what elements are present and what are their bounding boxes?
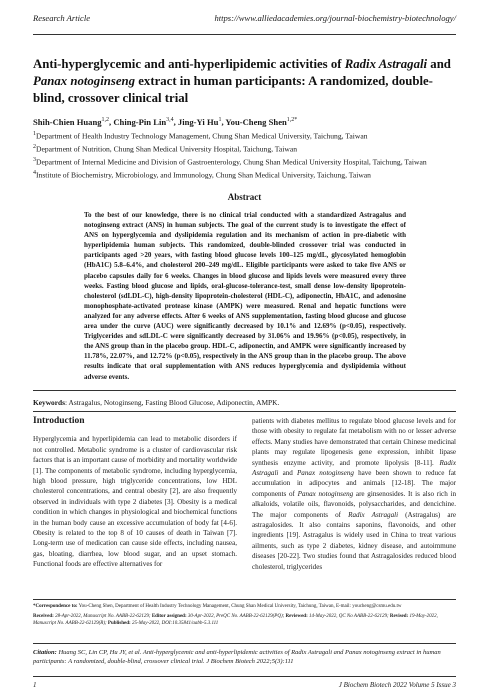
journal-url-link[interactable]: https://www.alliedacademies.org/journal-biochemistry-biotechnology/	[214, 13, 456, 23]
section-label: Research Article	[33, 13, 91, 23]
introduction-left-text: Hyperglycemia and hyperlipidemia can lead to metabolic disorders if not controlled. Metabolic syndrome is a cluster of cardiovascular risk factors that is an important cause of morbidity and mortality worldwide [1]. The components of metabolic syndrome, including hyperglycemia, high blood pressure, high triglyceride concentrations, low HDL cholesterol concentrations, and central obesity [2], are also frequently observed in individuals with type 2 diabetes [3]. Obesity is a medical condition in which changes in physiological and biochemical functions in the human body cause an excessive accumulation of body fat [4-6]. Obesity is related to the top 8 of 10 causes of death in Taiwan [7]. Long-term use of medication can cause side effects, including nausea, gas, bloating, diarrhea, low blood sugar, and an upset stomach. Functional foods are effective alternatives for	[33, 435, 237, 569]
keywords-divider	[33, 411, 456, 412]
affiliation-item: $^1$Department of Health Industry Technology Management, Chung Shan Medical University, Taichung, Taiwan	[33, 131, 368, 141]
affiliation-item: $^4$Institute of Biochemistry, Microbiology, and Immunology, Chung Shan Medical University, Taichung, Taiwan	[33, 170, 371, 180]
article-dates: Received: 28-Apr-2022, Manuscript No. AABB-22-62129; Editor assigned: 30-Apr-2022, PreQC No. AABB-22-62129(PQ); Reviewed: 14-May-2022, QC No AABB-22-62129; Revised: 19-May-2022, Manuscript No. AABB-22-62129(R); Published: 25-May-2022, DOI:10.35841/aabb-5.3.111	[33, 614, 438, 626]
introduction-right-text: patients with diabetes mellitus to regulate blood glucose levels and for those with obesity to regulate fat metabolism with no or lesser adverse effects. Many studies have demonstrated that certain Chinese medicinal plants may regulate lipogenesis gene expression, inhibit lipase synthesis enzyme activity, and promote lipolysis [8-11]. Radix Astragali and Panax notoginseng have been shown to reduce fat accumulation in adipocytes and animals [12-18]. The major components of Panax notoginseng are ginsenosides. It is also rich in alkaloids, volatile oils, flavonoids, polysaccharides, and dencichine. The major components of Radix Astragali (Astragalus) are astragalosides. It also contains saponins, flavonoids, and other ingredients [19]. Astragalus is widely used in China to treat various ailments, such as type 2 diabetes, kidney disease, and autoimmune diseases [20-22]. Two studies found that Astragalosides reduced blood cholesterol, triglycerides	[252, 417, 456, 571]
affiliation-item: $^3$Department of Internal Medicine and Division of Gastroenterology, Chung Shan Medical University Hospital, Taichung, Taiwan	[33, 157, 427, 167]
header-divider	[33, 34, 456, 35]
abstract-text: To the best of our knowledge, there is no clinical trial conducted with a standardized Astragalus and notoginseng extract (ANS) in human subjects. The goal of the current study is to investigate the effect of ANS on hyperglycemia and dyslipidemia regulation and its mechanism of action in pre-diabetic with hyperlipidemia human subjects. This randomized, double-blinded crossover trial was conducted in participants aged >20 years, with fasting blood glucose levels 100–125 mg/dL, glycosylated hemoglobin (HbA1C) 5.8–6.4%, and cholesterol 200–249 mg/dL. Eligible participants were asked to take five ANS or placebo capsules daily for 6 weeks. Changes in blood glucose and lipids levels were measured every three weeks. Fasting blood glucose and lipids, oral-glucose-tolerance-test, small dense low-density lipoprotein-cholesterol (sdLDL-C), high-density lipoprotein-cholesterol (HDL-C), adiponectin, HbA1C, and adenosine monophosphate-activated protease kinase (AMPK) were measured. Renal and hepatic functions were analyzed for any adverse effects. After 6 weeks of ANS supplementation, fasting blood glucose and glucose area under the curve (AUC) were significantly decreased by 10.1% and 12.69% (p<0.05), respectively. Triglycerides and sdLDL-C were significantly decreased by 31.06% and 19.96% (p<0.05), respectively, in the ANS group than in the placebo group. HDL-C, adiponectin, and AMPK were significantly increased by 11.78%, 22.07%, and 12.72% (p<0.05), respectively in the ANS group than in the placebo group. The above results indicate that oral supplementation with ANS reduces hyperglycemia and dyslipidemia without adverse events.	[84, 211, 406, 381]
keywords: Keywords: Astragalus, Notoginseng, Fasting Blood Glucose, Adiponectin, AMPK.	[33, 398, 280, 407]
abstract-divider	[33, 390, 456, 391]
footnote-divider	[33, 599, 456, 600]
footer-divider	[33, 676, 456, 677]
introduction-heading: Introduction	[33, 416, 85, 426]
left-column	[33, 416, 237, 570]
citation-divider	[33, 643, 456, 644]
affiliation-item: $^2$Department of Nutrition, Chung Shan Medical University Hospital, Taichung, Taiwan	[33, 144, 298, 154]
article-title: Anti-hyperglycemic and anti-hyperlipidemic activities of Radix Astragali and Panax notoginseng extract in human participants: A randomized, double-blind, crossover clinical trial	[33, 57, 451, 105]
journal-issue: J Biochem Biotech 2022 Volume 5 Issue 3	[338, 681, 456, 689]
citation: Citation: Huang SC, Lin CP, Hu JY, et al. Anti-hyperglycemic and anti-hyperlipidemic activities of Radix Astragali and Panax notoginseng extract in human participants: A randomized, double-blind, crossover clinical trial. J Biochem Biotech 2022;5(3):111	[33, 649, 441, 665]
right-column	[252, 416, 456, 572]
running-header	[33, 13, 456, 27]
author-list: Shih-Chien Huang$^{1,2}$, Ching-Pin Lin$^{3,4}$, Jing-Yi Hu$^1$, You-Cheng Shen$^{1,2*}$	[33, 117, 298, 127]
page-footer	[33, 681, 456, 691]
article-page	[33, 0, 456, 700]
affiliations	[33, 129, 456, 182]
correspondence-note: *Correspondence to: You-Cheng Shen, Department of Health Industry Technology Management, Chung Shan Medical University, Taichung, Taiwan, E-mail: youcheng@csmu.edu.tw	[33, 604, 402, 609]
abstract-heading: Abstract	[227, 192, 262, 202]
page-number: 1	[33, 681, 37, 689]
